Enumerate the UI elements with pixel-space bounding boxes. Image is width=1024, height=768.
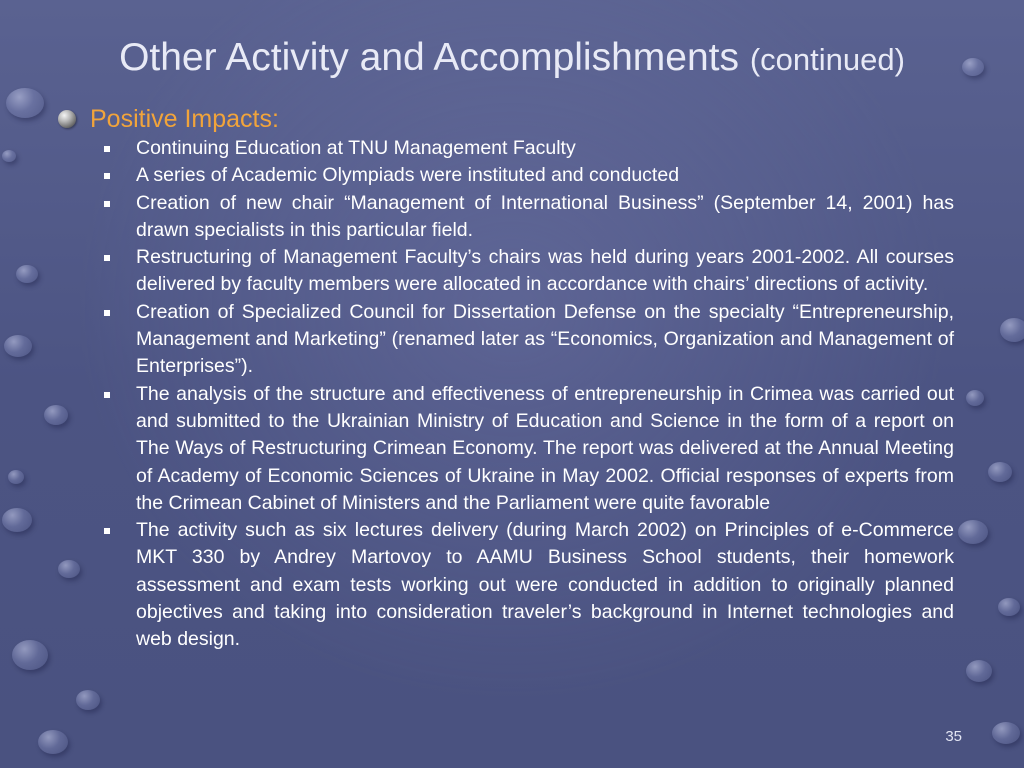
background-bubble: [2, 150, 16, 162]
bullet-item: Creation of Specialized Council for Dissertation Defense on the specialty “Entrepreneurship, Management and Marketing” (renamed later as “Economics, Organization and Management of Enterprises”).: [98, 299, 954, 381]
background-bubble: [6, 88, 44, 118]
background-bubble: [16, 265, 38, 283]
background-bubble: [8, 470, 24, 484]
background-bubble: [44, 405, 68, 425]
background-bubble: [4, 335, 32, 357]
background-bubble: [76, 690, 100, 710]
background-bubble: [38, 730, 68, 754]
background-bubble: [12, 640, 48, 670]
slide-title-suffix: (continued): [749, 42, 905, 77]
bullet-item: A series of Academic Olympiads were instituted and conducted: [98, 162, 954, 189]
bullet-item: The activity such as six lectures delivery (during March 2002) on Principles of e-Commerce MKT 330 by Andrey Martovoy to AAMU Business School students, their homework assessment and exam tests working out were conducted in addition to originally planned objectives and taking into consideration traveler’s background in Internet technologies and web design.: [98, 517, 954, 653]
background-bubble: [998, 598, 1020, 616]
background-bubble: [988, 462, 1012, 482]
background-bubble: [966, 390, 984, 406]
bullet-list: [98, 135, 954, 654]
background-bubble: [958, 520, 988, 544]
background-bubble: [1000, 318, 1024, 342]
section-heading: Positive Impacts:: [90, 105, 279, 133]
slide-title-main: Other Activity and Accomplishments: [119, 36, 739, 79]
background-bubble: [58, 560, 80, 578]
background-bubble: [966, 660, 992, 682]
slide-number: 35: [945, 728, 962, 745]
bullet-item: Creation of new chair “Management of International Business” (September 14, 2001) has drawn specialists in this particular field.: [98, 190, 954, 245]
bullet-item: Restructuring of Management Faculty’s chairs was held during years 2001-2002. All courses delivered by faculty members were allocated in accordance with chairs’ directions of activity.: [98, 244, 954, 299]
background-bubble: [992, 722, 1020, 744]
section-heading-row: [58, 102, 279, 136]
bullet-item: Continuing Education at TNU Management Faculty: [98, 135, 954, 162]
sphere-bullet-icon: [58, 110, 76, 128]
bullet-item: The analysis of the structure and effectiveness of entrepreneurship in Crimea was carried out and submitted to the Ukrainian Ministry of Education and Science in the form of a report on The Ways of Restructuring Crimean Economy. The report was delivered at the Annual Meeting of Academy of Economic Sciences of Ukraine in May 2002. Official responses of experts from the Crimean Cabinet of Ministers and the Parliament were quite favorable: [98, 381, 954, 517]
background-bubble: [2, 508, 32, 532]
slide-title: [40, 34, 984, 84]
